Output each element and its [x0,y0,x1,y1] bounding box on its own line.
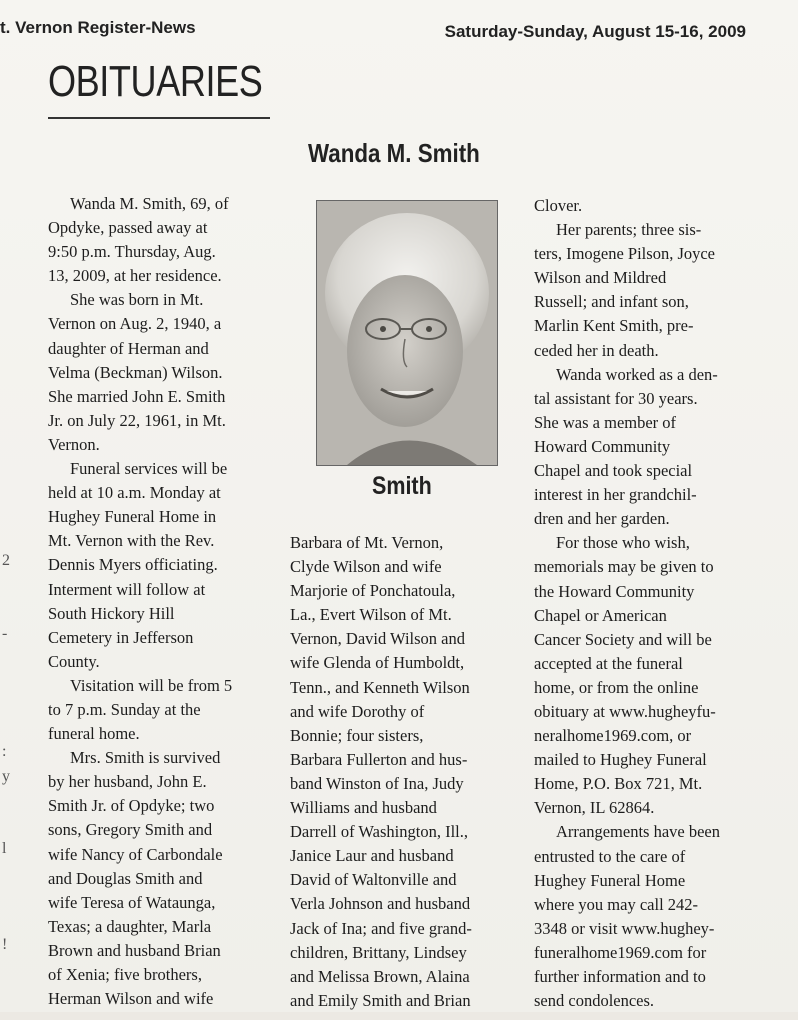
text-line: She was a member of [534,412,677,432]
text-line: home, or from the online [534,677,699,697]
margin-fragment: : [2,743,7,760]
text-line: County. [48,651,100,671]
text-line: neralhome1969.com, or [534,726,692,746]
text-line: wife Nancy of Carbondale [48,844,223,864]
text-line: Vernon. [48,434,100,454]
text-line: Smith Jr. of Opdyke; two [48,796,215,816]
text-line: Dennis Myers officiating. [48,555,218,575]
text-line: La., Evert Wilson of Mt. [290,605,452,625]
page-bottom-edge [0,1012,798,1020]
text-line: to 7 p.m. Sunday at the [48,699,201,719]
text-line: and Melissa Brown, Alaina [290,966,470,986]
margin-fragment: - [2,625,8,642]
portrait-photo [316,200,498,466]
text-line: memorials may be given to [534,557,714,577]
text-line: Janice Laur and husband [290,846,454,866]
text-line: Darrell of Washington, Ill., [290,822,468,842]
text-line: Her parents; three sis- [556,220,702,240]
text-line: Vernon, David Wilson and [290,629,466,649]
text-line: 9:50 p.m. Thursday, Aug. [48,242,216,262]
section-title-rule [48,117,270,119]
issue-date: Saturday-Sunday, August 15-16, 2009 [444,22,746,41]
text-line: the Howard Community [534,581,695,601]
text-line: funeral home. [48,724,140,744]
text-line: Opdyke, passed away at [48,218,208,238]
text-line: daughter of Herman and [48,338,209,358]
text-line: Cemetery in Jefferson [48,627,194,647]
text-line: Verla Johnson and husband [290,894,471,914]
text-line: accepted at the funeral [534,653,683,673]
obituary-column-1 [48,192,232,1011]
text-line: where you may call 242- [534,894,699,914]
obituary-column-3 [534,194,720,1013]
text-line: Wilson and Mildred [534,268,667,288]
text-line: tal assistant for 30 years. [534,388,698,408]
text-line: Russell; and infant son, [534,292,689,312]
margin-fragment: y [2,768,10,785]
text-line: For those who wish, [556,533,690,553]
text-line: Mrs. Smith is survived [70,748,221,768]
text-line: Marlin Kent Smith, pre- [534,316,694,336]
text-line: further information and to [534,967,706,986]
text-line: obituary at www.hugheyfu- [534,701,716,721]
text-line: Howard Community [534,436,671,456]
text-line: Chapel and took special [534,461,693,481]
text-line: Marjorie of Ponchatoula, [290,581,456,601]
text-line: Brown and husband Brian [48,940,221,960]
text-line: entrusted to the care of [534,846,686,866]
text-line: She was born in Mt. [70,290,204,310]
text-line: held at 10 a.m. Monday at [48,483,221,503]
text-line: 3348 or visit www.hughey- [534,918,715,938]
text-line: Tenn., and Kenneth Wilson [290,677,470,697]
text-line: Texas; a daughter, Marla [48,916,212,936]
text-line: ters, Imogene Pilson, Joyce [534,244,716,264]
text-line: Arrangements have been [556,822,721,842]
text-line: Hughey Funeral Home [534,870,686,890]
text-line: children, Brittany, Lindsey [290,942,467,962]
text-line: Clyde Wilson and wife [290,557,442,577]
text-line: funeralhome1969.com for [534,942,707,962]
text-line: Barbara of Mt. Vernon, [290,533,444,552]
text-line: Wanda M. Smith, 69, of [70,194,229,213]
text-line: David of Waltonville and [290,870,457,890]
text-line: dren and her garden. [534,509,670,529]
portrait-illustration [317,201,497,465]
text-line: Interment will follow at [48,579,206,599]
photo-caption: Smith [372,472,432,500]
text-line: and Emily Smith and Brian [290,990,471,1010]
text-line: ceded her in death. [534,340,659,360]
margin-fragment: l [2,840,7,857]
text-line: 13, 2009, at her residence. [48,266,222,286]
obituary-column-2 [290,531,472,1013]
text-line: Jack of Ina; and five grand- [290,918,472,938]
text-line: Home, P.O. Box 721, Mt. [534,774,703,794]
text-line: and Douglas Smith and [48,868,203,888]
text-line: and wife Dorothy of [290,701,425,721]
text-line: Bonnie; four sisters, [290,725,424,745]
text-line: South Hickory Hill [48,603,175,623]
paper-name: t. Vernon Register-News [0,18,196,37]
text-line: wife Glenda of Humboldt, [290,653,465,673]
text-line: Hughey Funeral Home in [48,507,217,527]
text-line: Clover. [534,196,583,215]
margin-fragment: 2 [2,552,10,569]
text-line: Williams and husband [290,798,437,818]
text-line: Jr. on July 22, 1961, in Mt. [48,410,226,430]
text-line: of Xenia; five brothers, [48,965,202,984]
section-title: OBITUARIES [48,57,263,106]
text-line: Funeral services will be [70,459,228,479]
text-line: Cancer Society and will be [534,629,712,649]
text-line: interest in her grandchil- [534,485,697,505]
text-line: Visitation will be from 5 [70,675,233,695]
text-line: Barbara Fullerton and hus- [290,749,468,769]
margin-fragment: ! [2,936,8,953]
text-line: Vernon on Aug. 2, 1940, a [48,314,222,334]
text-line: She married John E. Smith [48,386,226,406]
obituary-name: Wanda M. Smith [308,138,480,168]
text-line: Chapel or American [534,605,667,625]
text-line: Herman Wilson and wife [48,989,214,1009]
text-line: mailed to Hughey Funeral [534,750,707,770]
text-line: by her husband, John E. [48,772,207,792]
text-line: sons, Gregory Smith and [48,820,213,840]
text-line: Mt. Vernon with the Rev. [48,531,215,551]
text-line: send condolences. [534,991,655,1011]
text-line: Vernon, IL 62864. [534,798,655,818]
text-line: wife Teresa of Wataunga, [48,892,216,912]
text-line: Wanda worked as a den- [556,364,718,384]
text-line: Velma (Beckman) Wilson. [48,362,223,382]
text-line: band Winston of Ina, Judy [290,773,464,793]
